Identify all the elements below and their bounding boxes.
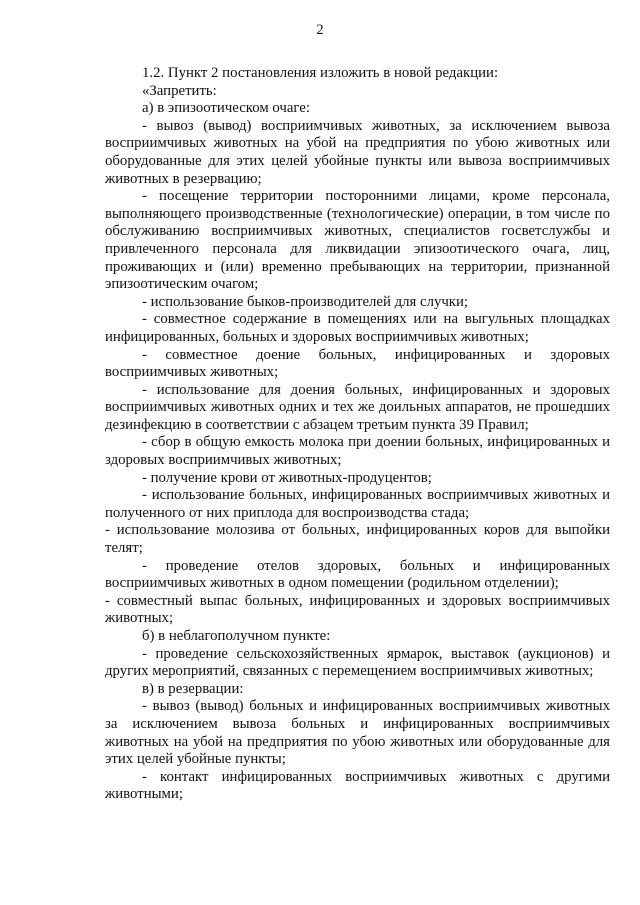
paragraph: - использование быков-производителей для случки; (142, 293, 469, 310)
paragraph: - использование для доения больных, инфицированных и здоровых восприимчивых животных одних и тех же доильных аппаратов, не прошедших дезинфекцию в соответствии с абзацем третьим пункта 39 Правил; (105, 381, 610, 433)
paragraph: - контакт инфицированных восприимчивых животных с другими животными; (105, 768, 610, 803)
paragraph: - проведение сельскохозяйственных ярмарок, выставок (аукционов) и других мероприятий, связанных с перемещением восприимчивых животных; (105, 645, 610, 680)
paragraph: 1.2. Пункт 2 постановления изложить в новой редакции: (142, 65, 499, 81)
paragraph: - посещение территории посторонними лицами, кроме персонала, выполняющего производственные (технологические) операции, в том числе по обслуживанию восприимчивых животных, специалистов госветслужбы и привлеченного персонала для ликвидации эпизоотического очага, лиц, проживающих и (или) временно пребывающих на территории, признанной эпизоотическим очагом; (105, 188, 610, 293)
paragraph: - использование молозива от больных, инфицированных коров для выпойки телят; (105, 522, 610, 557)
paragraph: - сбор в общую емкость молока при доении больных, инфицированных и здоровых восприимчивых животных; (105, 434, 610, 469)
paragraph: - проведение отелов здоровых, больных и инфицированных восприимчивых животных в одном помещении (родильном отделении); (105, 557, 610, 592)
paragraph: - использование больных, инфицированных восприимчивых животных и полученного от них приплода для воспроизводства стада; (105, 487, 610, 521)
paragraph: - вывоз (вывод) восприимчивых животных, за исключением вывоза восприимчивых животных на убой на предприятия по убою животных или оборудованные для этих целей убойные пункты или вывоза восприимчивых животных в резервацию; (105, 117, 610, 187)
paragraph: «Запретить: (142, 82, 217, 99)
paragraph: - совместное содержание в помещениях или на выгульных площадках инфицированных, больных и здоровых восприимчивых животных; (105, 311, 610, 345)
paragraph: - получение крови от животных-продуцентов; (142, 469, 432, 486)
document-body (105, 65, 610, 804)
page-number: 2 (316, 22, 324, 38)
paragraph: в) в резервации: (142, 680, 244, 697)
paragraph: б) в неблагополучном пункте: (142, 628, 331, 644)
paragraph: а) в эпизоотическом очаге: (142, 100, 310, 117)
paragraph: - совместное доение больных, инфицированных и здоровых восприимчивых животных; (105, 346, 610, 381)
paragraph: - совместный выпас больных, инфицированных и здоровых восприимчивых животных; (105, 592, 610, 627)
paragraph: - вывоз (вывод) больных и инфицированных восприимчивых животных за исключением вывоза больных и инфицированных восприимчивых животных на убой на предприятия по убою животных или оборудованные для этих целей убойные пункты; (105, 698, 610, 768)
